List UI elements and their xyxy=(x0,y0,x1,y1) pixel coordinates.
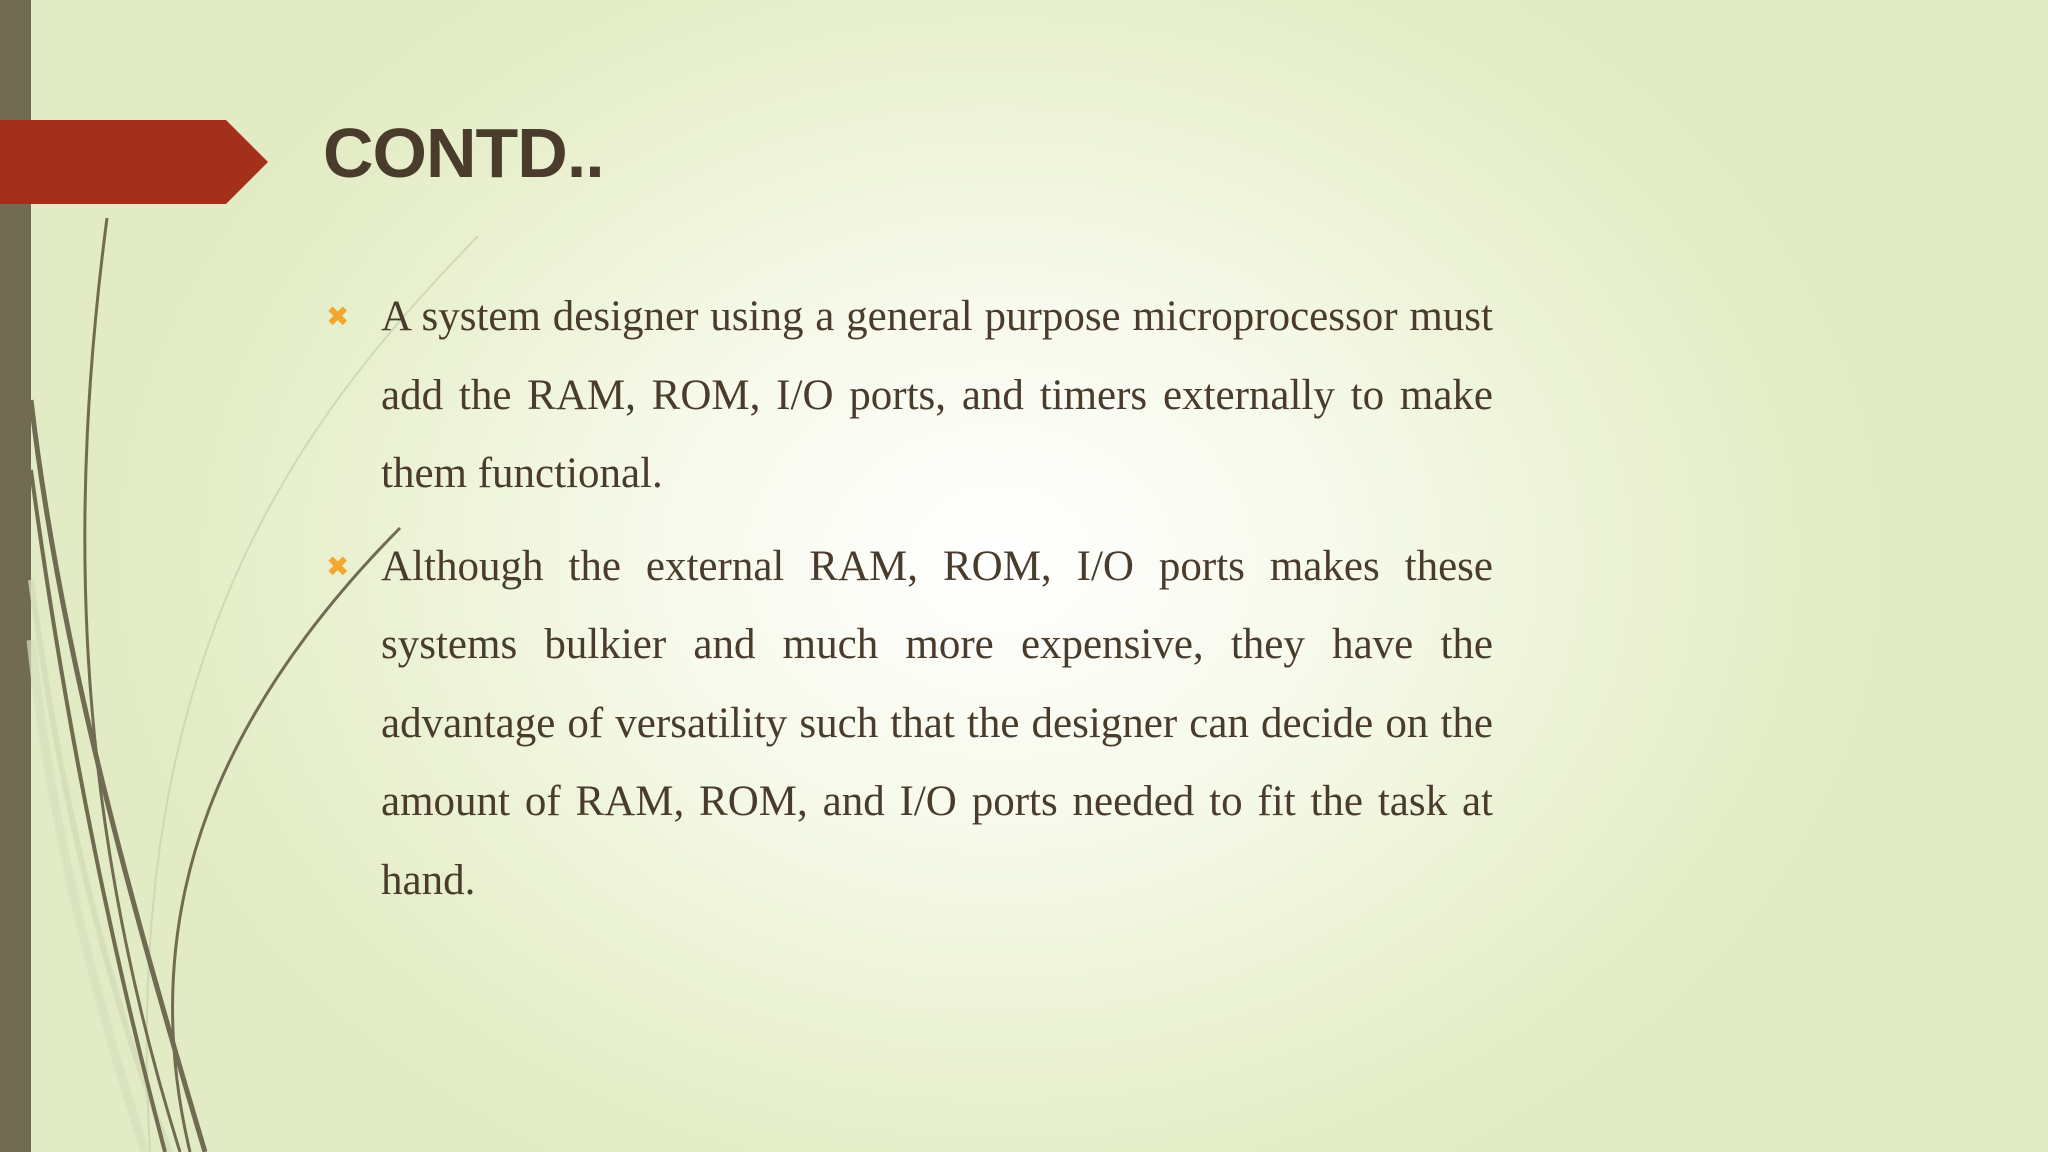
bullet-text: Although the external RAM, ROM, I/O ports makes these systems bulkier and much more expensive, they have the advantage of versatility such that the designer can decide on the amount of RAM, ROM, and I/O ports needed to fit the task at hand. xyxy=(381,542,1493,904)
bullet-list xyxy=(323,278,1493,934)
slide-title: CONTD.. xyxy=(323,114,604,192)
title-arrow-banner xyxy=(0,120,268,204)
list-item xyxy=(323,278,1493,514)
bullet-text: A system designer using a general purpose microprocessor must add the RAM, ROM, I/O ports, and timers externally to make them functional. xyxy=(381,293,1493,497)
x-mark-icon: ✖ xyxy=(326,300,350,333)
x-mark-icon: ✖ xyxy=(326,549,350,583)
list-item xyxy=(323,528,1493,921)
